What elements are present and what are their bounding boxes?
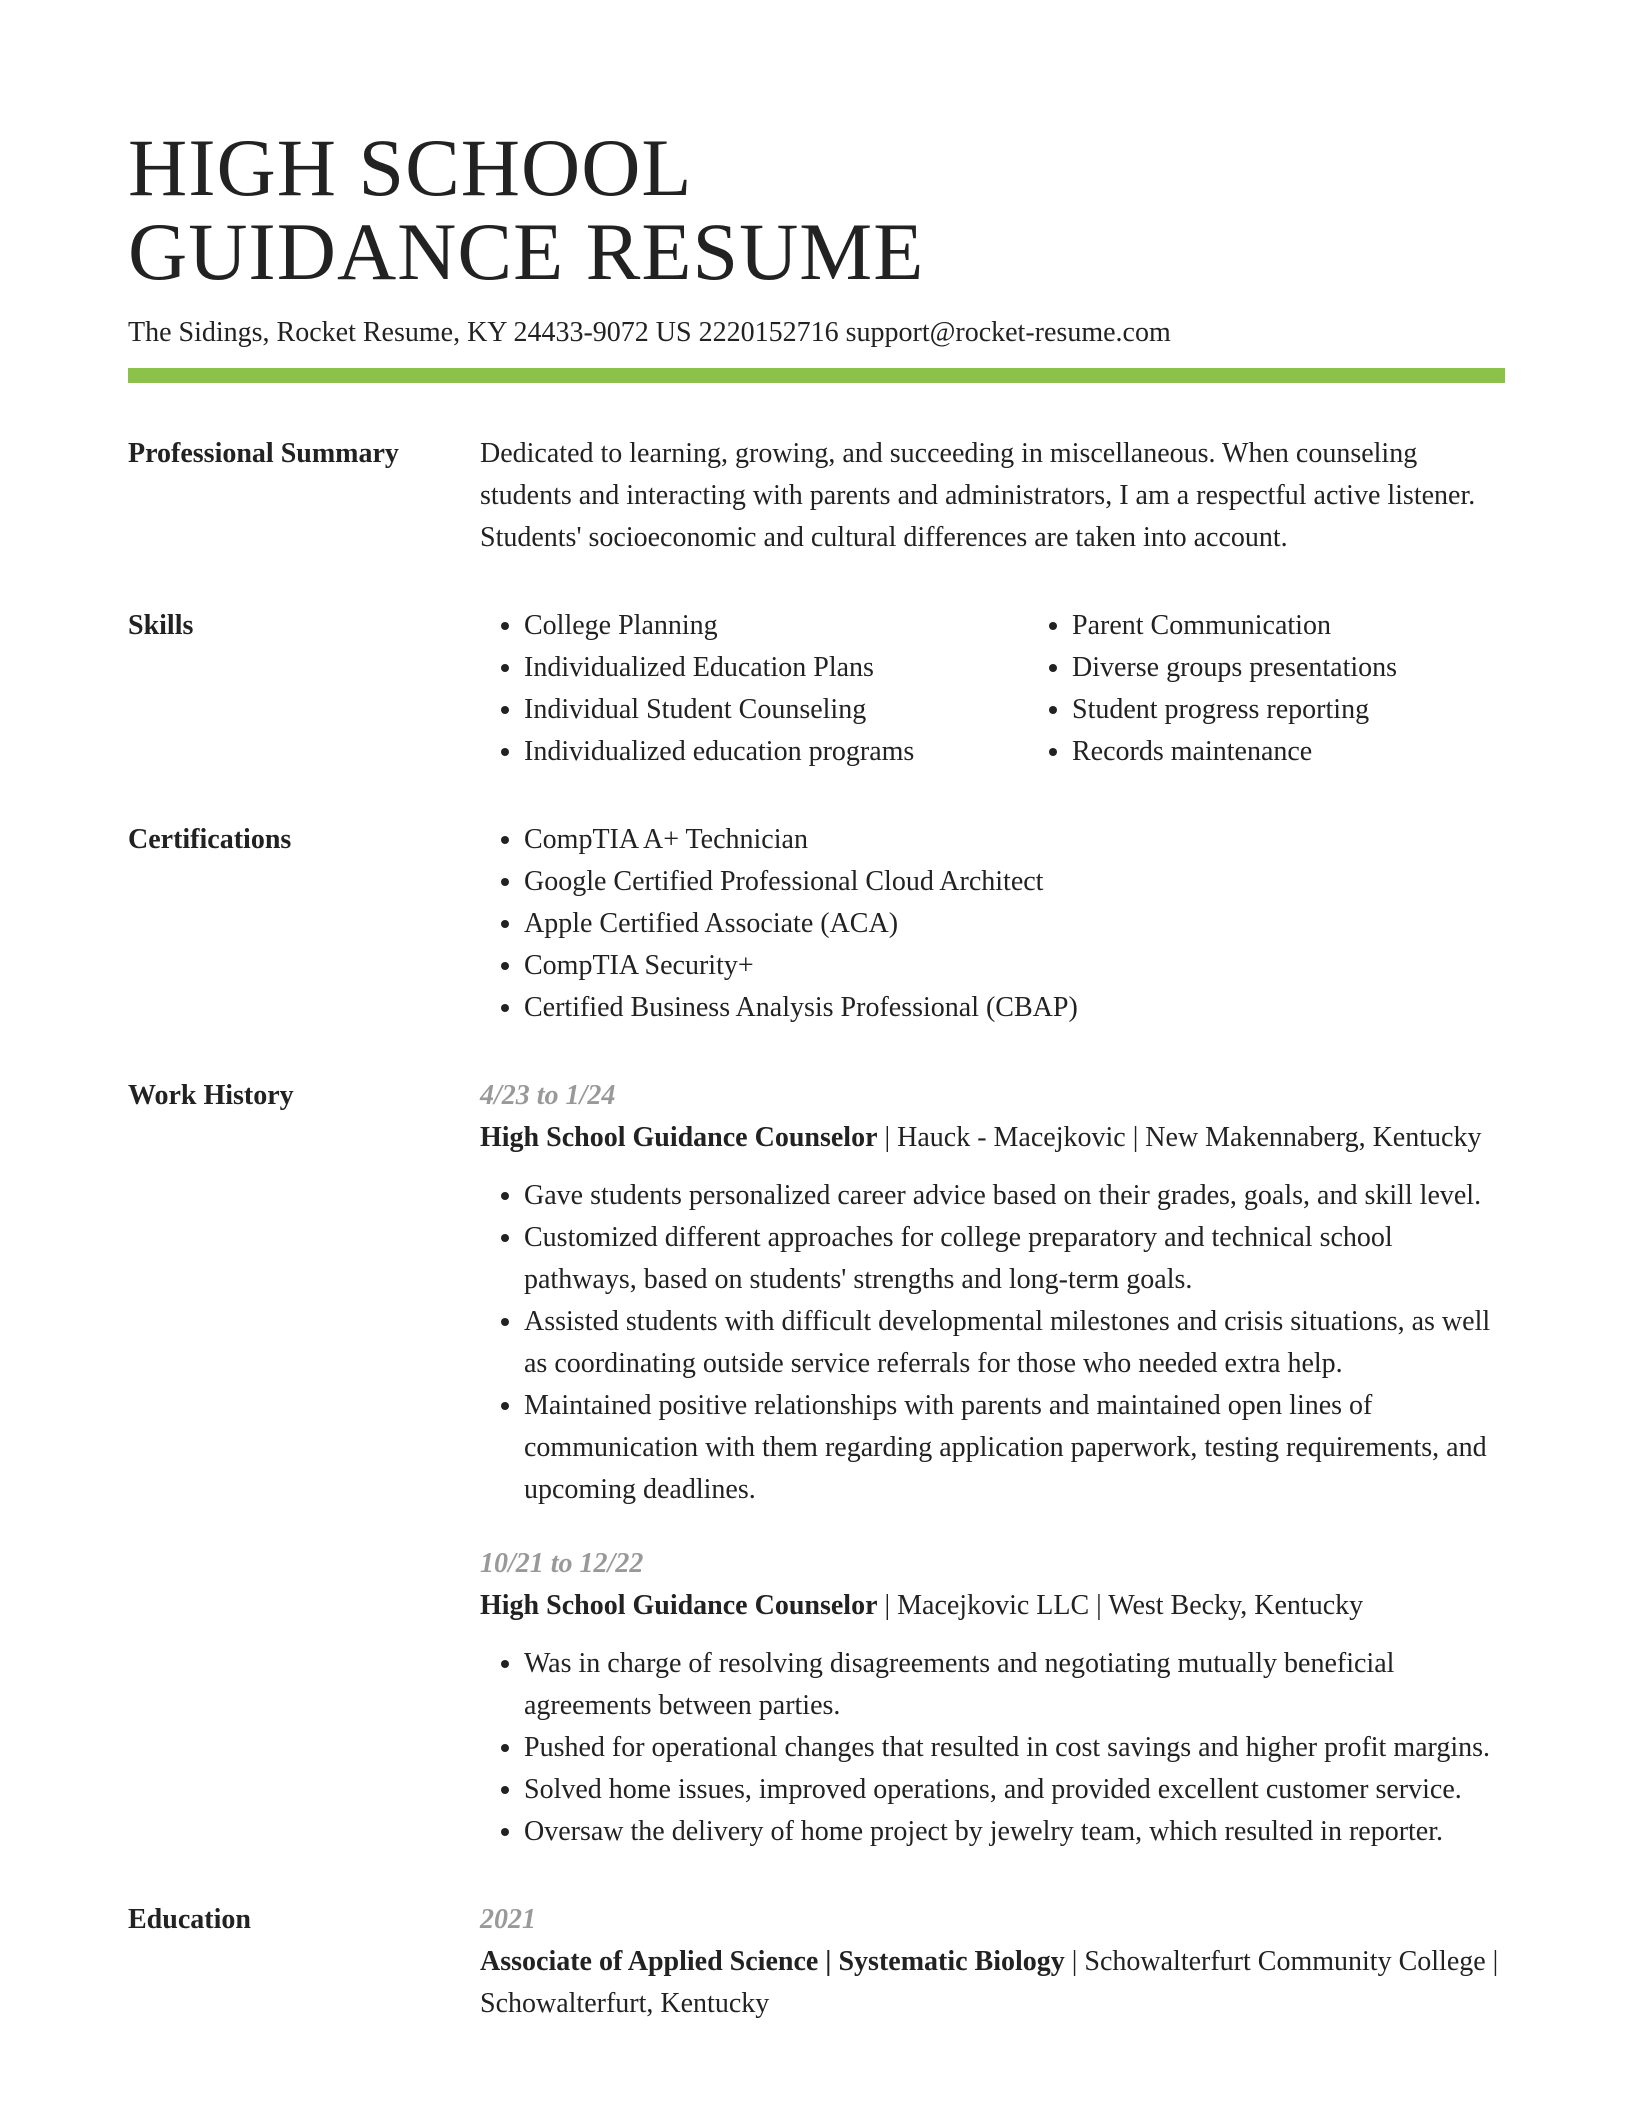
certification-item: • CompTIA Security+ [524, 945, 1505, 987]
skill-item: • Diverse groups presentations [1072, 647, 1576, 689]
job-heading [480, 1117, 1505, 1159]
certifications-section [128, 819, 1505, 1029]
contact-info: The Sidings, Rocket Resume, KY 24433-9072 US 2220152716 support@rocket-resume.com [128, 317, 1171, 348]
title-line-1: HIGH SCHOOL [128, 122, 693, 213]
certifications-list [480, 819, 1505, 1029]
skills-section [128, 605, 1505, 773]
certification-item: • CompTIA A+ Technician [524, 819, 1505, 861]
resume-title [128, 122, 1505, 297]
education-details: | Schowalterfurt Community College | Schowalterfurt, Kentucky [480, 1946, 1499, 2019]
summary-text: Dedicated to learning, growing, and succeeding in miscellaneous. When counseling students and interacting with parents and administrators, I am a respectful active listener. Students' socioeconomic and cultural differences are taken into account. [480, 438, 1476, 553]
title-line-2: GUIDANCE RESUME [128, 206, 925, 297]
job-entry [480, 1075, 1505, 1511]
skills-list-col1 [480, 605, 1028, 773]
job-date: 10/21 to 12/22 [480, 1548, 644, 1579]
accent-divider [128, 368, 1505, 383]
certification-item: • Apple Certified Associate (ACA) [524, 903, 1505, 945]
skill-item: • Individualized Education Plans [524, 647, 1028, 689]
degree-title: Associate of Applied Science | Systematic Biology [480, 1946, 1065, 1977]
job-bullet: • Customized different approaches for college preparatory and technical school pathways, based on students' strengths and long-term goals. [524, 1217, 1505, 1301]
resume-page [128, 122, 1505, 2025]
skill-item: • College Planning [524, 605, 1028, 647]
education-section [128, 1899, 1505, 2025]
job-date: 4/23 to 1/24 [480, 1080, 616, 1111]
job-bullet: • Solved home issues, improved operations, and provided excellent customer service. [524, 1769, 1505, 1811]
job-bullets [480, 1175, 1505, 1511]
summary-section [128, 433, 1505, 559]
certifications-heading: Certifications [128, 824, 292, 855]
job-bullet: • Was in charge of resolving disagreements and negotiating mutually beneficial agreements between parties. [524, 1643, 1505, 1727]
work-history-heading: Work History [128, 1080, 294, 1111]
education-heading: Education [128, 1904, 251, 1935]
skill-item: • Student progress reporting [1072, 689, 1576, 731]
education-date: 2021 [480, 1904, 536, 1935]
job-title: High School Guidance Counselor [480, 1122, 878, 1153]
job-heading [480, 1585, 1505, 1627]
job-details: | Macejkovic LLC | West Becky, Kentucky [877, 1590, 1364, 1621]
job-bullet: • Gave students personalized career advice based on their grades, goals, and skill level. [524, 1175, 1505, 1217]
skill-item: • Records maintenance [1072, 731, 1576, 773]
job-title: High School Guidance Counselor [480, 1590, 878, 1621]
certification-item: • Google Certified Professional Cloud Architect [524, 861, 1505, 903]
skill-item: • Individualized education programs [524, 731, 1028, 773]
work-history-section [128, 1075, 1505, 1853]
skills-heading: Skills [128, 610, 194, 641]
summary-heading: Professional Summary [128, 438, 399, 469]
skill-item: • Individual Student Counseling [524, 689, 1028, 731]
job-details: | Hauck - Macejkovic | New Makennaberg, Kentucky [877, 1122, 1482, 1153]
job-bullet: • Assisted students with difficult developmental milestones and crisis situations, as well as coordinating outside service referrals for those who needed extra help. [524, 1301, 1505, 1385]
job-entry [480, 1543, 1505, 1853]
job-bullet: • Maintained positive relationships with parents and maintained open lines of communication with them regarding application paperwork, testing requirements, and upcoming deadlines. [524, 1385, 1505, 1511]
job-bullets [480, 1643, 1505, 1853]
education-heading-line [480, 1941, 1505, 2025]
job-bullet: • Oversaw the delivery of home project by jewelry team, which resulted in reporter. [524, 1811, 1505, 1853]
skill-item: • Parent Communication [1072, 605, 1576, 647]
job-bullet: • Pushed for operational changes that resulted in cost savings and higher profit margins. [524, 1727, 1505, 1769]
skills-list-col2 [1028, 605, 1576, 773]
certification-item: • Certified Business Analysis Professional (CBAP) [524, 987, 1505, 1029]
